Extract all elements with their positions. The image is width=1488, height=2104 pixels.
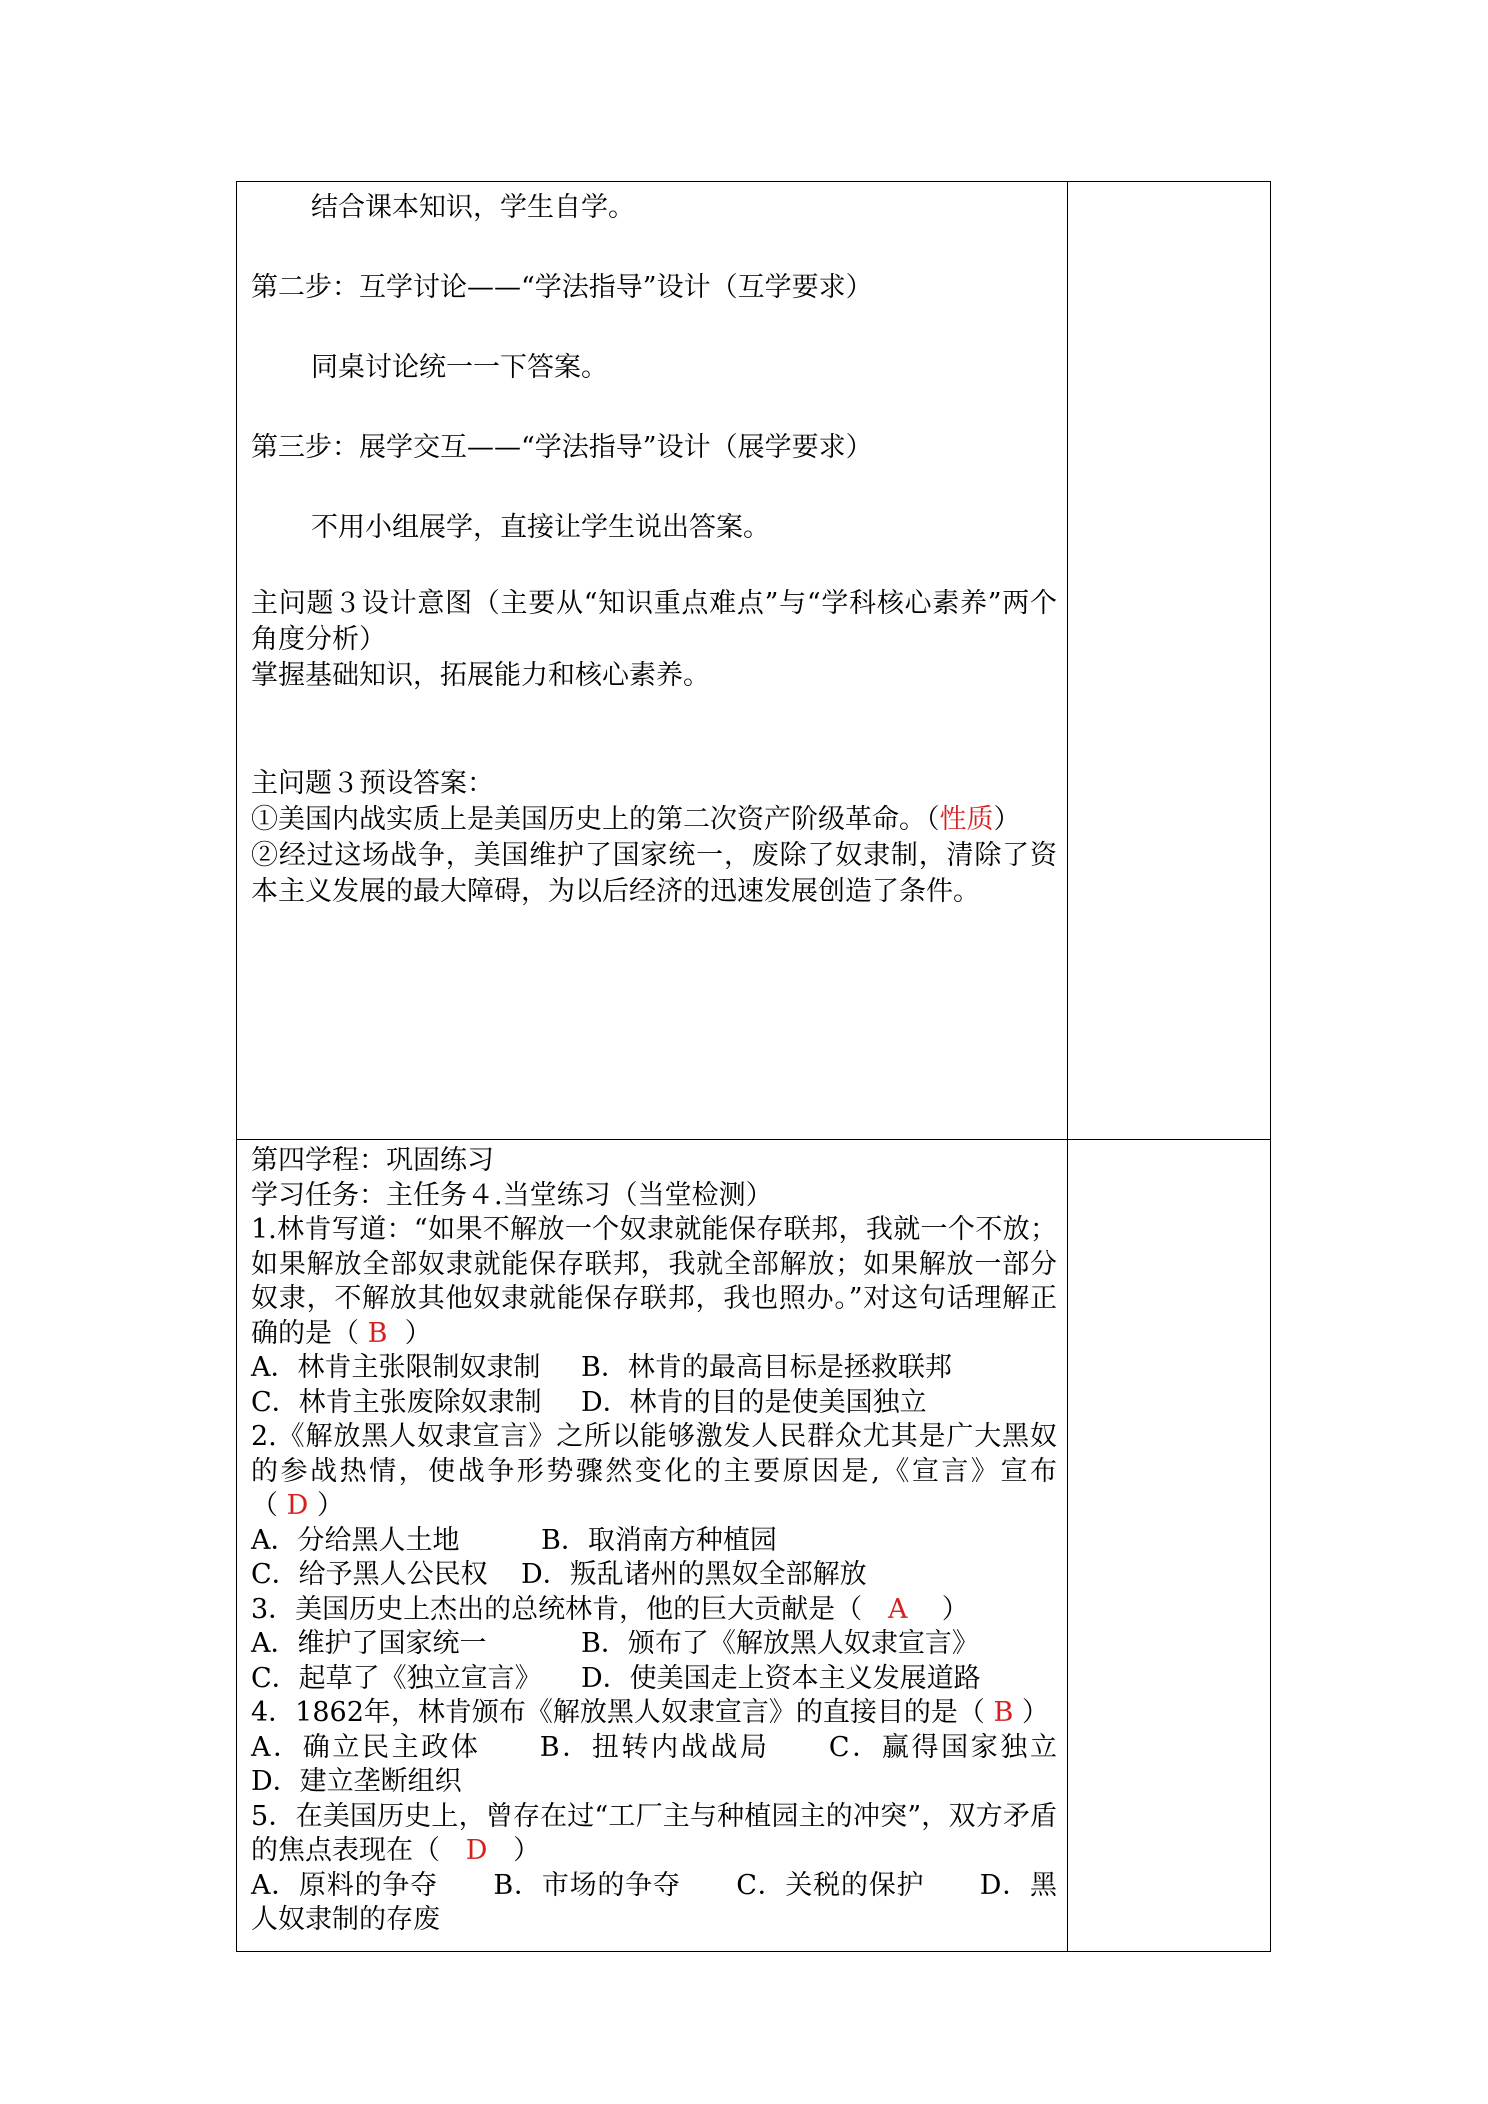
main-cell-practice bbox=[237, 1140, 1084, 1952]
question-1-answer: B bbox=[367, 1317, 388, 1349]
preset-answer-heading: 主问题３预设答案： bbox=[251, 768, 494, 799]
option-d: D．林肯的目的是使美国独立 bbox=[581, 1386, 927, 1418]
table-row bbox=[237, 182, 1271, 1140]
option-a: A．分给黑人土地 bbox=[251, 1524, 460, 1556]
question-2 bbox=[251, 1420, 1057, 1524]
preset-answer-1 bbox=[251, 802, 1057, 838]
practice-task: 学习任务：主任务４.当堂练习（当堂检测） bbox=[251, 1179, 773, 1211]
option-d: D．使美国走上资本主义发展道路 bbox=[581, 1662, 981, 1694]
table-row bbox=[237, 1140, 1271, 1952]
answer-1-highlight: 性质 bbox=[939, 804, 994, 835]
question-4-answer: B bbox=[993, 1697, 1014, 1728]
side-cell-empty bbox=[1068, 182, 1271, 1140]
question-5-answer: D bbox=[465, 1835, 488, 1866]
question-3-close: ） bbox=[941, 1593, 969, 1625]
question-5-text: 5．在美国历史上，曾存在过“工厂主与种植园主的冲突”，双方矛盾的焦点表现在（ bbox=[251, 1800, 1057, 1866]
question-2-answer: D bbox=[286, 1490, 309, 1521]
answer-1-close: ） bbox=[993, 804, 1021, 835]
lesson-plan-table bbox=[236, 181, 1271, 1952]
preset-answer-2: ②经过这场战争，美国维护了国家统一，废除了奴隶制，清除了资本主义发展的最大障碍，为以后经济的迅速发展创造了条件。 bbox=[251, 840, 1057, 907]
question-4-text: 4．1862年，林肯颁布《解放黑人奴隶宣言》的直接目的是（ bbox=[251, 1697, 985, 1728]
question-5-options: A．原料的争夺 B．市场的争夺 C．关税的保护 D．黑人奴隶制的存废 bbox=[251, 1869, 1057, 1935]
question-2-text: 2.《解放黑人奴隶宣言》之所以能够激发人民群众尤其是广大黑奴的参战热情，使战争形势骤然变化的主要原因是,《宣言》宣布（ bbox=[251, 1421, 1057, 1521]
option-c: C．给予黑人公民权 bbox=[251, 1559, 488, 1590]
design-intent-heading: 主问题３设计意图（主要从“知识重点难点”与“学科核心素养”两个角度分析） bbox=[251, 588, 1057, 655]
step2-text: 同桌讨论统一一下答案。 bbox=[311, 352, 608, 383]
main-cell-process bbox=[237, 182, 1068, 1140]
question-3-text: 3．美国历史上杰出的总统林肯，他的巨大贡献是（ bbox=[251, 1593, 863, 1625]
question-5-close: ） bbox=[513, 1835, 541, 1866]
question-4-close: ） bbox=[1021, 1697, 1049, 1728]
question-4 bbox=[251, 1696, 1057, 1731]
option-a: A．维护了国家统一 bbox=[251, 1628, 487, 1659]
question-3 bbox=[251, 1593, 1057, 1628]
option-b: B．林肯的最高目标是拯救联邦 bbox=[581, 1352, 952, 1383]
question-3-options-row1 bbox=[251, 1627, 1057, 1662]
question-1 bbox=[251, 1213, 1057, 1351]
step3-text: 不用小组展学，直接让学生说出答案。 bbox=[311, 512, 770, 543]
step2-heading: 第二步：互学讨论——“学法指导”设计（互学要求） bbox=[251, 272, 873, 303]
question-1-close: ） bbox=[404, 1317, 432, 1349]
question-2-options-row1 bbox=[251, 1524, 1057, 1559]
answer-1-text: ①美国内战实质上是美国历史上的第二次资产阶级革命。（ bbox=[251, 804, 940, 835]
question-1-options-row1 bbox=[251, 1351, 1057, 1386]
option-d: D．叛乱诸州的黑奴全部解放 bbox=[521, 1559, 867, 1590]
practice-title: 第四学程：巩固练习 bbox=[251, 1145, 494, 1176]
question-2-options-row2 bbox=[251, 1558, 1057, 1593]
question-2-close: ） bbox=[316, 1490, 344, 1521]
option-c: C．林肯主张废除奴隶制 bbox=[251, 1386, 542, 1418]
design-intent-text: 掌握基础知识，拓展能力和核心素养。 bbox=[251, 660, 710, 691]
question-4-options: A．确立民主政体 B．扭转内战战局 C．赢得国家独立 D．建立垄断组织 bbox=[251, 1731, 1084, 1797]
question-3-answer: A bbox=[887, 1593, 908, 1625]
question-1-options-row2 bbox=[251, 1386, 1057, 1421]
side-cell-empty bbox=[1068, 1140, 1271, 1952]
question-1-text: 1.林肯写道：“如果不解放一个奴隶就能保存联邦，我就一个不放；如果解放全部奴隶就能保存联邦，我就全部解放；如果解放一部分奴隶，不解放其他奴隶就能保存联邦，我也照办。”对这句话理解正确的是（ bbox=[251, 1214, 1057, 1349]
self-study-line: 结合课本知识，学生自学。 bbox=[311, 192, 635, 223]
option-c: C．起草了《独立宣言》 bbox=[251, 1662, 542, 1694]
option-a: A．林肯主张限制奴隶制 bbox=[251, 1352, 541, 1383]
option-b: B．颁布了《解放黑人奴隶宣言》 bbox=[581, 1628, 979, 1659]
option-b: B．取消南方种植园 bbox=[541, 1524, 777, 1556]
question-5 bbox=[251, 1800, 1057, 1869]
question-3-options-row2 bbox=[251, 1662, 1057, 1697]
step3-heading: 第三步：展学交互——“学法指导”设计（展学要求） bbox=[251, 432, 873, 463]
